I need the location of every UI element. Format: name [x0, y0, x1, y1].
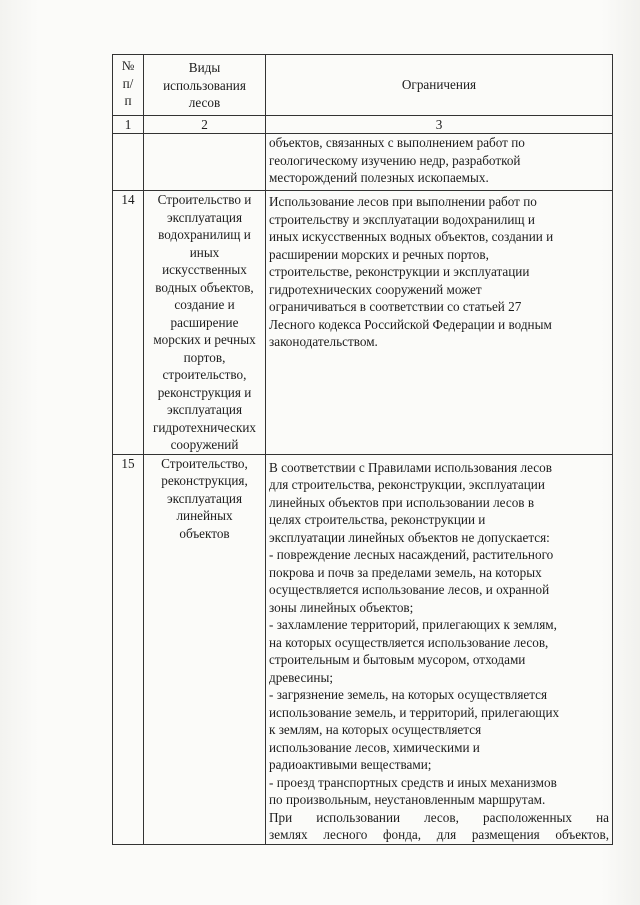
restrictions-table — [112, 54, 613, 845]
restriction-text-line: иных искусственных водных объектов, создании и — [269, 229, 554, 244]
column-number-row — [113, 116, 613, 134]
restriction-text-line: объектов, связанных с выполнением работ по — [269, 135, 525, 150]
restriction-text-line: использование лесов, химическими и — [269, 739, 480, 755]
restriction-text-line: по произвольным, неустановленным маршрутам. — [269, 792, 546, 807]
usage-type-line: портов, — [183, 349, 226, 365]
usage-type-line: расширение — [170, 314, 239, 330]
restriction-text-line: законодательством. — [269, 334, 378, 349]
row-number: 14 — [113, 191, 144, 455]
table-header-row — [113, 55, 613, 116]
header-number-line: п/ — [122, 75, 134, 91]
usage-type-line: гидротехнических — [152, 419, 257, 435]
column-number: 1 — [113, 116, 144, 134]
restriction-text-line: расширении морских и речных портов, — [269, 246, 489, 262]
restriction-text-line: к землям, на которых осуществляется — [269, 722, 482, 737]
restriction-text-line: строительству и эксплуатации водохранилищ и — [269, 211, 535, 227]
usage-type-line: Строительство, — [161, 455, 248, 471]
restriction-text-line: При использовании лесов, расположенных на — [269, 809, 609, 825]
column-number: 2 — [144, 116, 266, 134]
restriction-text-line: для строительства, реконструкции, эксплуатации — [269, 477, 545, 492]
restriction-text-line: на которых осуществляется использование лесов, — [269, 634, 549, 650]
restriction-text-line: геологическому изучению недр, разработкой — [269, 152, 521, 168]
restriction-text-line: осуществляется использование лесов, и охранной — [269, 582, 550, 597]
column-number: 3 — [266, 116, 613, 134]
restriction-text-line: - загрязнение земель, на которых осуществляется — [269, 687, 548, 702]
header-number-line: п — [124, 93, 132, 108]
restriction-text-line: - захламление территорий, прилегающих к землям, — [269, 617, 557, 632]
restriction-text-cell — [266, 134, 613, 191]
usage-type-line: сооружений — [170, 437, 239, 452]
restriction-text-line: землях лесного фонда, для размещения объектов, — [269, 827, 609, 842]
usage-type-cell — [144, 191, 266, 455]
usage-type-line: эксплуатация — [166, 209, 243, 225]
header-restrictions-cell: Ограничения — [266, 55, 613, 116]
restriction-text-line: строительстве, реконструкции и эксплуатации — [269, 264, 530, 279]
header-type-cell — [144, 55, 266, 116]
header-number-line: № — [121, 58, 135, 73]
usage-type-line: линейных — [176, 508, 233, 523]
table-row — [113, 191, 613, 455]
usage-type-line: эксплуатация — [166, 402, 243, 417]
restriction-text-line: радиоактивыми веществами; — [269, 757, 432, 772]
restriction-text-line: Лесного кодекса Российской Федерации и водным — [269, 316, 552, 332]
usage-type-line: объектов — [179, 525, 230, 541]
restriction-text-line: - проезд транспортных средств и иных механизмов — [269, 774, 557, 790]
header-type-line: использования — [163, 77, 246, 93]
usage-type-line: эксплуатация — [166, 490, 243, 506]
restriction-text-line: В соответствии с Правилами использования лесов — [269, 459, 552, 475]
usage-type-cell — [144, 454, 266, 844]
restriction-text-line: целях строительства, реконструкции и — [269, 512, 486, 527]
row-number — [113, 134, 144, 191]
restriction-text-line: гидротехнических сооружений может — [269, 281, 482, 297]
row-number: 15 — [113, 454, 144, 844]
usage-type-line: реконструкция и — [157, 384, 252, 400]
restriction-text-line: зоны линейных объектов; — [269, 599, 414, 615]
restriction-text-line: покрова и почв за пределами земель, на которых — [269, 564, 542, 580]
restriction-text-line: месторождений полезных ископаемых. — [269, 170, 489, 185]
usage-type-line: строительство, — [162, 367, 247, 382]
table-row — [113, 454, 613, 844]
restriction-text-line: строительным и бытовым мусором, отходами — [269, 652, 526, 667]
usage-type-line: морских и речных — [153, 332, 256, 347]
usage-type-line: водохранилищ и — [158, 227, 251, 242]
header-type-line: лесов — [188, 95, 221, 110]
header-type-line: Виды — [188, 60, 221, 75]
restriction-text-line: древесины; — [269, 669, 333, 685]
usage-type-line: реконструкция, — [161, 473, 248, 488]
usage-type-line: Строительство и — [157, 192, 252, 207]
restriction-text-line: линейных объектов при использовании лесов в — [269, 494, 535, 510]
usage-type-cell — [144, 134, 266, 191]
restriction-text-line: Использование лесов при выполнении работ по — [269, 194, 537, 209]
restriction-text-line: использование земель, и территорий, прилегающих — [269, 704, 560, 720]
restriction-text-line: - повреждение лесных насаждений, растительного — [269, 547, 554, 562]
restriction-text-cell — [266, 191, 613, 455]
restriction-text-cell — [266, 454, 613, 844]
usage-type-line: водных объектов, — [155, 279, 254, 295]
usage-type-line: создание и — [174, 297, 235, 312]
usage-type-line: иных — [189, 244, 220, 260]
restriction-text-line: эксплуатации линейных объектов не допускается: — [269, 529, 550, 545]
table-row — [113, 134, 613, 191]
usage-type-line: искусственных — [162, 262, 247, 277]
restriction-text-line: ограничиваться в соответствии со статьей 27 — [269, 299, 522, 314]
header-number-cell — [113, 55, 144, 116]
